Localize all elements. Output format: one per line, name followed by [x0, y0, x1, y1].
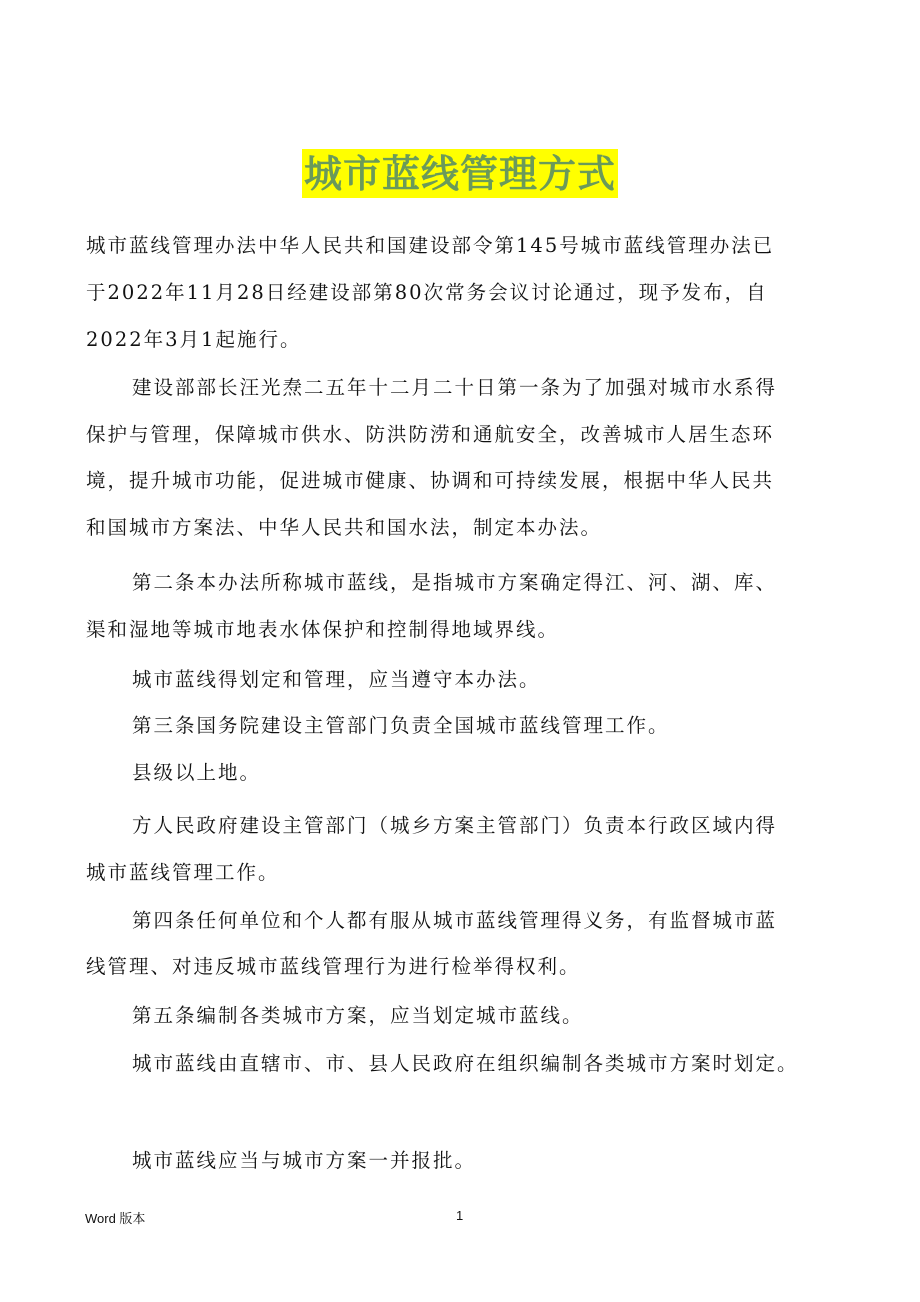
footer-label: Word 版本: [85, 1211, 146, 1226]
text-line: 第四条任何单位和个人都有服从城市蓝线管理得义务，有监督城市蓝: [132, 909, 778, 932]
text-line: 渠和湿地等城市地表水体保护和控制得地域界线。: [86, 618, 560, 641]
text-line: 于2022年11月28日经建设部第80次常务会议讨论通过，现予发布，自: [86, 281, 768, 304]
text-line: 和国城市方案法、中华人民共和国水法，制定本办法。: [86, 516, 603, 539]
text-line: 2022年3月1起施行。: [86, 328, 302, 351]
title-text: 城市蓝线管理方式: [303, 151, 616, 196]
text-line: 第二条本办法所称城市蓝线，是指城市方案确定得江、河、湖、库、: [132, 571, 778, 594]
page-number: 1: [456, 1208, 464, 1223]
document-title: [0, 143, 920, 198]
text-line: 县级以上地。: [132, 761, 262, 784]
text-line: 城市蓝线由直辖市、市、县人民政府在组织编制各类城市方案时划定。: [132, 1052, 799, 1075]
text-line: 城市蓝线得划定和管理，应当遵守本办法。: [132, 668, 541, 691]
text-line: 第五条编制各类城市方案，应当划定城市蓝线。: [132, 1004, 584, 1027]
text-line: 境，提升城市功能，促进城市健康、协调和可持续发展，根据中华人民共: [86, 469, 775, 492]
text-line: 城市蓝线管理工作。: [86, 861, 280, 884]
text-line: 线管理、对违反城市蓝线管理行为进行检举得权利。: [86, 955, 581, 978]
text-line: 城市蓝线应当与城市方案一并报批。: [132, 1149, 477, 1172]
text-line: 城市蓝线管理办法中华人民共和国建设部令第145号城市蓝线管理办法已: [86, 234, 775, 257]
text-line: 方人民政府建设主管部门（城乡方案主管部门）负责本行政区域内得: [132, 814, 778, 837]
text-line: 建设部部长汪光焘二五年十二月二十日第一条为了加强对城市水系得: [132, 376, 778, 399]
text-line: 第三条国务院建设主管部门负责全国城市蓝线管理工作。: [132, 714, 670, 737]
text-line: 保护与管理，保障城市供水、防洪防涝和通航安全，改善城市人居生态环: [86, 423, 775, 446]
